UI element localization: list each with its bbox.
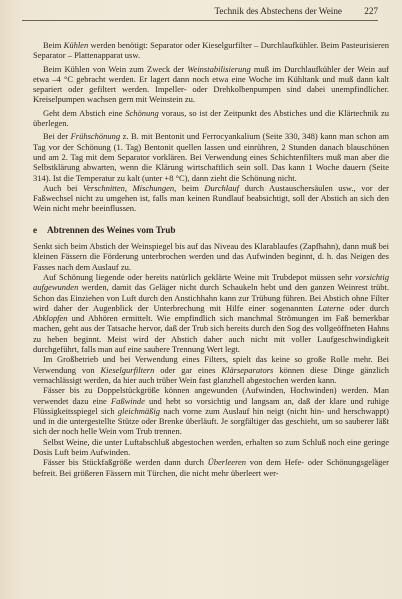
header-title: Technik des Abstechens der Weine [214,6,342,16]
paragraph: Im Großbetrieb und bei Verwendung eines Filters, spielt das keine so große Rolle mehr. Bei Verwendung von Kieselgurfiltern oder gar eines Klärseparators können diese Dinge gänzlich vernachlässigt werden, da hier auch trüber Wein fast glanzhell abgestochen werden kann. [33,354,389,385]
page-number: 227 [364,6,378,16]
paragraph: Selbst Weine, die unter Luftabschluß abgestochen werden, erhalten so zum Schluß noch eine geringe Dosis Luft beim Aufwinden. [33,436,389,457]
paragraph: Beim Kühlen von Wein zum Zweck der Weinstabilisierung muß im Durchlaufkühler der Wein auf etwa –4 °C gebracht werden. Er lagert dann noch etwa eine Woche im Kühltank und muß dann kalt separiert oder gefiltert werden. Impeller- oder Drehkolbenpumpen sind dabei unempfindlicher. Kreiselpumpen wachsen gern mit Weinstein zu. [33,63,389,105]
running-header [22,3,378,21]
paragraph: Fässer bis Stückfaßgröße werden dann durch Überleeren von dem Hefe- oder Schönungsgeläger befreit. Bei größeren Fässern mit Türchen, die nicht mehr überleert wer- [33,457,389,478]
section-letter: e [33,224,38,235]
paragraph: Bei der Frühschönung z. B. mit Bentonit und Ferrocyankalium (Seite 330, 348) kann man schon am Tag vor der Schönung (1. Tag) Bentonit quellen lassen und einrühren, 2 Stunden danach blauschönen und am 2. Tag mit dem Separator vorklären. Bei Verwendung eines Schichtenfilters muß man aber die Selbstklärung abwarten, wenn die Klärung wirtschaftlich sein soll. Das kann 1 Woche dauern (Seite 314). Ist die Temperatur zu kalt (unter +8 °C), dann zieht die Schönung nicht. [33,131,389,183]
section-title: Abtrennen des Weines vom Trub [47,224,176,235]
paragraph: Senkt sich beim Abstich der Weinspiegel bis auf das Niveau des Klarablaufes (Zapfhahn), dann muß bei kleinen Fässern die Förderung unterbrochen werden und das Aufwinden beginnt, d. h. das Neigen des Fasses nach dem Auslauf zu. [33,241,389,272]
paragraph: Beim Kühlen werden benötigt: Separator oder Kieselgurfilter – Durchlaufkühler. Beim Pasteurisieren Separator – Plattenapparat usw. [33,40,389,61]
section-heading [33,225,389,235]
body-text [33,40,389,478]
paragraph: Auch bei Verschnitten, Mischungen, beim Durchlauf durch Austauschersäulen usw., vor der Faßwechsel nicht zu umgehen ist, falls man keinen Rundlauf beabsichtigt, soll der Abstich an sich den Wein nicht mehr beeinflussen. [33,182,389,214]
paragraph: Auf Schönung liegende oder bereits natürlich geklärte Weine mit Trubdepot müssen sehr vorsichtig aufgewunden werden, damit das Geläger nicht durch Schaukeln hebt und den ganzen Weinrest trübt. Schon das Einziehen von Luft durch den Anstichhahn kann zur Trübung führen. Bei Abstich ohne Filter wird daher der Augenblick der Unterbrechung mit Hilfe einer sogenannten Laterne oder durch Abklopfen und Abhören ermittelt. Wie empfindlich sich manchmal Strömungen im Faß bemerkbar machen, geht aus der Tatsache hervor, daß der Trub sich bereits durch den Sog des vollgeöffneten Hahns zu heben beginnt. Meist wird der Abstich daher auch nicht mit voller Laufgeschwindigkeit durchgeführt, falls man auf eine saubere Trennung Wert legt. [33,271,389,355]
paragraph: Geht dem Abstich eine Schönung voraus, so ist der Zeitpunkt des Abstiches und die Klärtechnik zu überlegen. [33,107,389,129]
paragraph: Fässer bis zu Doppelstückgröße können angewunden (Aufwinden, Hochwinden) werden. Man verwendet dazu eine Faßwinde und hebt so vorsichtig und langsam an, daß der klare und ruhige Flüssigkeitsspiegel sich gleichmäßig nach vorne zum Auslauf hin neigt (nicht hin- und herschwappt) und in die untergestellte Stütze oder Brenke überläuft. Je sorgfältiger das geschieht, um so sauberer läßt sich der noch helle Wein vom Trub trennen. [33,385,389,437]
